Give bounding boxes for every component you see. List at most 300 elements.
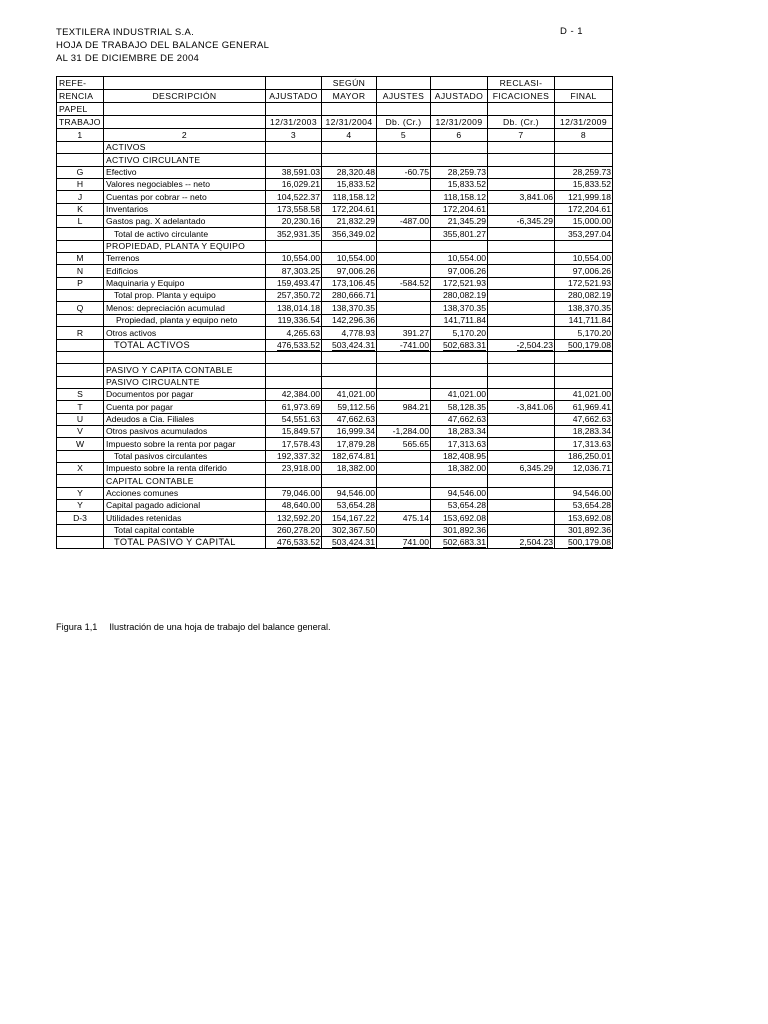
- column-header-cell: FICACIONES: [488, 90, 555, 103]
- value-cell: [377, 413, 431, 425]
- column-header-cell: 12/31/2004: [322, 116, 377, 129]
- reference-cell: Y: [57, 487, 104, 499]
- value-cell: [488, 154, 555, 166]
- value-cell: 47,662.63: [431, 413, 488, 425]
- account-row: [57, 179, 613, 191]
- section-row: [57, 154, 613, 166]
- reference-cell: D-3: [57, 512, 104, 524]
- reference-cell: [57, 524, 104, 536]
- account-row: [57, 265, 613, 277]
- reference-cell: R: [57, 327, 104, 339]
- value-cell: 15,833.52: [322, 179, 377, 191]
- column-header-cell: [104, 103, 266, 116]
- description-cell: Cuenta por pagar: [104, 401, 266, 413]
- value-cell: 17,313.63: [555, 438, 613, 450]
- value-cell: 260,278.20: [266, 524, 322, 536]
- description-cell: Impuesto sobre la renta por pagar: [104, 438, 266, 450]
- value-cell: [266, 240, 322, 252]
- value-cell: 38,591.03: [266, 166, 322, 178]
- value-cell: 142,296.36: [322, 314, 377, 326]
- reference-cell: Y: [57, 499, 104, 511]
- reference-cell: [57, 142, 104, 154]
- value-cell: [488, 438, 555, 450]
- value-cell: 280,082.19: [431, 290, 488, 302]
- reference-cell: [57, 351, 104, 363]
- value-cell: 53,654.28: [431, 499, 488, 511]
- value-cell: [377, 462, 431, 474]
- value-cell: 118,158.12: [322, 191, 377, 203]
- value-cell: -6,345.29: [488, 216, 555, 228]
- value-cell: 301,892.36: [555, 524, 613, 536]
- section-row: [57, 475, 613, 487]
- sheet-title: HOJA DE TRABAJO DEL BALANCE GENERAL: [56, 40, 270, 51]
- value-cell: 172,204.61: [555, 203, 613, 215]
- column-header-cell: Db. (Cr.): [377, 116, 431, 129]
- reference-cell: [57, 290, 104, 302]
- value-cell: 15,833.52: [431, 179, 488, 191]
- figure-caption: [56, 622, 331, 632]
- value-cell: [555, 475, 613, 487]
- value-cell: 172,521.93: [431, 277, 488, 289]
- value-cell: 10,554.00: [266, 253, 322, 265]
- column-header-cell: [377, 77, 431, 90]
- value-cell: [488, 228, 555, 240]
- account-row: [57, 462, 613, 474]
- sheet-code: D - 1: [560, 26, 584, 37]
- blank-row: [57, 351, 613, 363]
- value-cell: 61,973.69: [266, 401, 322, 413]
- value-cell: 153,692.08: [555, 512, 613, 524]
- value-cell: [488, 450, 555, 462]
- value-cell: 17,879.28: [322, 438, 377, 450]
- value-cell: [488, 240, 555, 252]
- value-cell: 53,654.28: [322, 499, 377, 511]
- account-row: [57, 191, 613, 203]
- value-cell: 21,345.29: [431, 216, 488, 228]
- column-header-cell: 5: [377, 129, 431, 142]
- double-underlined-total: 2,504.23: [519, 537, 553, 548]
- value-cell: [431, 154, 488, 166]
- value-cell: [266, 537, 322, 549]
- value-cell: 18,283.34: [431, 425, 488, 437]
- value-cell: 28,259.73: [555, 166, 613, 178]
- sheet-date: AL 31 DE DICIEMBRE DE 2004: [56, 53, 200, 64]
- value-cell: -3,841.06: [488, 401, 555, 413]
- account-row: [57, 413, 613, 425]
- column-header-row: [57, 116, 613, 129]
- value-cell: [431, 240, 488, 252]
- value-cell: [488, 537, 555, 549]
- value-cell: [488, 425, 555, 437]
- column-header-row: [57, 77, 613, 90]
- value-cell: 104,522.37: [266, 191, 322, 203]
- account-row: [57, 166, 613, 178]
- column-header-cell: DESCRIPCIÓN: [104, 90, 266, 103]
- value-cell: 154,167.22: [322, 512, 377, 524]
- reference-cell: N: [57, 265, 104, 277]
- value-cell: 159,493.47: [266, 277, 322, 289]
- account-row: [57, 401, 613, 413]
- column-header-cell: [488, 103, 555, 116]
- value-cell: [377, 487, 431, 499]
- column-header-cell: RECLASI-: [488, 77, 555, 90]
- double-underlined-total: -741.00: [399, 339, 429, 350]
- value-cell: 20,230.16: [266, 216, 322, 228]
- value-cell: 257,350.72: [266, 290, 322, 302]
- description-cell: Acciones comunes: [104, 487, 266, 499]
- value-cell: 119,336.54: [266, 314, 322, 326]
- reference-cell: U: [57, 413, 104, 425]
- column-header-cell: Db. (Cr.): [488, 116, 555, 129]
- description-cell: Impuesto sobre la renta diferido: [104, 462, 266, 474]
- value-cell: [377, 290, 431, 302]
- double-underlined-total: 502,683.31: [442, 537, 486, 548]
- value-cell: [555, 364, 613, 376]
- value-cell: [377, 265, 431, 277]
- value-cell: [377, 314, 431, 326]
- value-cell: [377, 154, 431, 166]
- description-cell: Total de activo circulante: [104, 228, 266, 240]
- value-cell: [266, 351, 322, 363]
- column-header-cell: TRABAJO: [57, 116, 104, 129]
- value-cell: [431, 376, 488, 388]
- double-underlined-total: 500,179.08: [567, 339, 611, 350]
- reference-cell: S: [57, 388, 104, 400]
- reference-cell: H: [57, 179, 104, 191]
- subtotal-row: [57, 228, 613, 240]
- reference-cell: [57, 376, 104, 388]
- reference-cell: [57, 450, 104, 462]
- value-cell: [377, 253, 431, 265]
- value-cell: [322, 351, 377, 363]
- value-cell: [431, 339, 488, 351]
- value-cell: 18,283.34: [555, 425, 613, 437]
- double-underlined-total: 500,179.08: [567, 537, 611, 548]
- reference-cell: [57, 475, 104, 487]
- section-row: [57, 142, 613, 154]
- account-row: [57, 487, 613, 499]
- value-cell: [488, 314, 555, 326]
- value-cell: 94,546.00: [431, 487, 488, 499]
- value-cell: [488, 265, 555, 277]
- description-cell: Gastos pag. X adelantado: [104, 216, 266, 228]
- account-row: [57, 203, 613, 215]
- value-cell: 16,029.21: [266, 179, 322, 191]
- column-header-cell: 12/31/2009: [555, 116, 613, 129]
- value-cell: [322, 142, 377, 154]
- column-header-cell: 1: [57, 129, 104, 142]
- column-header-cell: AJUSTADO: [266, 90, 322, 103]
- value-cell: 58,128.35: [431, 401, 488, 413]
- column-header-cell: [431, 77, 488, 90]
- value-cell: 182,674.81: [322, 450, 377, 462]
- column-header-cell: [266, 77, 322, 90]
- value-cell: 5,170.20: [431, 327, 488, 339]
- column-header-cell: [555, 103, 613, 116]
- value-cell: 28,320.48: [322, 166, 377, 178]
- value-cell: 41,021.00: [555, 388, 613, 400]
- column-header-cell: AJUSTES: [377, 90, 431, 103]
- value-cell: [488, 512, 555, 524]
- value-cell: [431, 537, 488, 549]
- column-header-cell: 12/31/2009: [431, 116, 488, 129]
- description-cell: Menos: depreciación acumulad: [104, 302, 266, 314]
- value-cell: 15,833.52: [555, 179, 613, 191]
- reference-cell: M: [57, 253, 104, 265]
- double-underlined-total: 741.00: [402, 537, 429, 548]
- description-cell: ACTIVOS: [104, 142, 266, 154]
- value-cell: [322, 154, 377, 166]
- description-cell: [104, 351, 266, 363]
- description-cell: Edificios: [104, 265, 266, 277]
- value-cell: 59,112.56: [322, 401, 377, 413]
- column-header-cell: [104, 77, 266, 90]
- value-cell: [488, 203, 555, 215]
- value-cell: 173,106.45: [322, 277, 377, 289]
- value-cell: [555, 537, 613, 549]
- value-cell: [488, 166, 555, 178]
- value-cell: 186,250.01: [555, 450, 613, 462]
- value-cell: [488, 290, 555, 302]
- value-cell: 94,546.00: [555, 487, 613, 499]
- column-header-cell: [431, 103, 488, 116]
- value-cell: 17,313.63: [431, 438, 488, 450]
- value-cell: [377, 179, 431, 191]
- value-cell: [377, 240, 431, 252]
- account-row: [57, 216, 613, 228]
- value-cell: [377, 388, 431, 400]
- value-cell: 12,036.71: [555, 462, 613, 474]
- value-cell: 21,832.29: [322, 216, 377, 228]
- reference-cell: [57, 154, 104, 166]
- value-cell: [488, 339, 555, 351]
- description-cell: Otros activos: [104, 327, 266, 339]
- subtotal-row: [57, 290, 613, 302]
- column-header-row: [57, 103, 613, 116]
- value-cell: [377, 537, 431, 549]
- description-cell: Total capital contable: [104, 524, 266, 536]
- subtotal-row: [57, 524, 613, 536]
- value-cell: [266, 142, 322, 154]
- value-cell: [431, 475, 488, 487]
- description-cell: CAPITAL CONTABLE: [104, 475, 266, 487]
- column-header-cell: [104, 116, 266, 129]
- column-header-cell: [377, 103, 431, 116]
- reference-cell: Q: [57, 302, 104, 314]
- account-row: [57, 512, 613, 524]
- value-cell: [377, 364, 431, 376]
- value-cell: [555, 154, 613, 166]
- value-cell: 280,666.71: [322, 290, 377, 302]
- value-cell: 17,578.43: [266, 438, 322, 450]
- value-cell: [488, 142, 555, 154]
- value-cell: 61,969.41: [555, 401, 613, 413]
- column-header-cell: 7: [488, 129, 555, 142]
- double-underlined-total: -2,504.23: [516, 339, 553, 350]
- value-cell: [266, 364, 322, 376]
- value-cell: 182,408.95: [431, 450, 488, 462]
- value-cell: 5,170.20: [555, 327, 613, 339]
- description-cell: Documentos por pagar: [104, 388, 266, 400]
- reference-cell: [57, 339, 104, 351]
- column-header-cell: MAYOR: [322, 90, 377, 103]
- value-cell: [322, 537, 377, 549]
- description-cell: Total pasivos circulantes: [104, 450, 266, 462]
- value-cell: 353,297.04: [555, 228, 613, 240]
- value-cell: 4,778.93: [322, 327, 377, 339]
- value-cell: 16,999.34: [322, 425, 377, 437]
- reference-cell: G: [57, 166, 104, 178]
- value-cell: [266, 339, 322, 351]
- column-header-cell: RENCIA: [57, 90, 104, 103]
- description-cell: PASIVO CIRCUALNTE: [104, 376, 266, 388]
- description-cell: Otros pasivos acumulados: [104, 425, 266, 437]
- value-cell: 984.21: [377, 401, 431, 413]
- value-cell: [266, 475, 322, 487]
- value-cell: 173,558.58: [266, 203, 322, 215]
- value-cell: [488, 327, 555, 339]
- balance-worksheet-table: [56, 76, 613, 549]
- description-cell: TOTAL ACTIVOS: [104, 339, 266, 351]
- value-cell: [322, 475, 377, 487]
- double-underlined-total: 476,533.52: [276, 537, 320, 548]
- value-cell: [488, 487, 555, 499]
- value-cell: [555, 339, 613, 351]
- reference-cell: P: [57, 277, 104, 289]
- column-header-cell: [266, 103, 322, 116]
- account-row: [57, 499, 613, 511]
- value-cell: [377, 499, 431, 511]
- value-cell: [431, 142, 488, 154]
- column-header-cell: 6: [431, 129, 488, 142]
- account-row: [57, 425, 613, 437]
- value-cell: 475.14: [377, 512, 431, 524]
- value-cell: 352,931.35: [266, 228, 322, 240]
- value-cell: 94,546.00: [322, 487, 377, 499]
- column-header-cell: 2: [104, 129, 266, 142]
- value-cell: [555, 240, 613, 252]
- double-underlined-total: 503,424.31: [331, 339, 375, 350]
- value-cell: [488, 277, 555, 289]
- value-cell: [377, 228, 431, 240]
- value-cell: 15,849.57: [266, 425, 322, 437]
- value-cell: 23,918.00: [266, 462, 322, 474]
- value-cell: [431, 364, 488, 376]
- value-cell: [377, 351, 431, 363]
- description-cell: Total prop. Planta y equipo: [104, 290, 266, 302]
- value-cell: [488, 364, 555, 376]
- subtotal-row: [57, 450, 613, 462]
- value-cell: 356,349.02: [322, 228, 377, 240]
- value-cell: [377, 191, 431, 203]
- description-cell: Efectivo: [104, 166, 266, 178]
- account-row: [57, 438, 613, 450]
- double-underlined-total: 502,683.31: [442, 339, 486, 350]
- value-cell: 41,021.00: [431, 388, 488, 400]
- reference-cell: K: [57, 203, 104, 215]
- description-cell: PROPIEDAD, PLANTA Y EQUIPO: [104, 240, 266, 252]
- value-cell: [377, 142, 431, 154]
- reference-cell: [57, 240, 104, 252]
- total-row: [57, 339, 613, 351]
- value-cell: -60.75: [377, 166, 431, 178]
- value-cell: 280,082.19: [555, 290, 613, 302]
- value-cell: 121,999.18: [555, 191, 613, 203]
- value-cell: -1,284.00: [377, 425, 431, 437]
- value-cell: 41,021.00: [322, 388, 377, 400]
- value-cell: 48,640.00: [266, 499, 322, 511]
- reference-cell: X: [57, 462, 104, 474]
- column-header-cell: SEGÚN: [322, 77, 377, 90]
- column-header-cell: 12/31/2003: [266, 116, 322, 129]
- description-cell: Valores negociables -- neto: [104, 179, 266, 191]
- value-cell: [377, 475, 431, 487]
- description-cell: Capital pagado adicional: [104, 499, 266, 511]
- value-cell: 97,006.26: [555, 265, 613, 277]
- column-header-cell: 4: [322, 129, 377, 142]
- description-cell: Utilidades retenidas: [104, 512, 266, 524]
- value-cell: 97,006.26: [431, 265, 488, 277]
- value-cell: [488, 475, 555, 487]
- account-row: [57, 388, 613, 400]
- value-cell: [377, 302, 431, 314]
- value-cell: 18,382.00: [322, 462, 377, 474]
- value-cell: 153,692.08: [431, 512, 488, 524]
- value-cell: [488, 253, 555, 265]
- value-cell: [555, 142, 613, 154]
- description-cell: Inventarios: [104, 203, 266, 215]
- double-underlined-total: 476,533.52: [276, 339, 320, 350]
- value-cell: 391.27: [377, 327, 431, 339]
- value-cell: [488, 388, 555, 400]
- column-header-cell: REFE-: [57, 77, 104, 90]
- value-cell: [488, 351, 555, 363]
- section-row: [57, 364, 613, 376]
- account-row: [57, 327, 613, 339]
- value-cell: 47,662.63: [322, 413, 377, 425]
- reference-cell: [57, 314, 104, 326]
- value-cell: 10,554.00: [322, 253, 377, 265]
- description-cell: ACTIVO CIRCULANTE: [104, 154, 266, 166]
- account-row: [57, 302, 613, 314]
- value-cell: [488, 413, 555, 425]
- reference-cell: [57, 537, 104, 549]
- value-cell: 172,204.61: [322, 203, 377, 215]
- description-cell: TOTAL PASIVO Y CAPITAL: [104, 537, 266, 549]
- value-cell: 3,841.06: [488, 191, 555, 203]
- column-header-cell: 8: [555, 129, 613, 142]
- value-cell: [431, 351, 488, 363]
- value-cell: 15,000.00: [555, 216, 613, 228]
- company-name: TEXTILERA INDUSTRIAL S.A.: [56, 27, 195, 38]
- reference-cell: T: [57, 401, 104, 413]
- reference-cell: W: [57, 438, 104, 450]
- reference-cell: V: [57, 425, 104, 437]
- account-row: [57, 253, 613, 265]
- value-cell: [377, 339, 431, 351]
- value-cell: 172,204.61: [431, 203, 488, 215]
- reference-cell: [57, 228, 104, 240]
- value-cell: 6,345.29: [488, 462, 555, 474]
- value-cell: 28,259.73: [431, 166, 488, 178]
- column-header-cell: AJUSTADO: [431, 90, 488, 103]
- value-cell: [322, 376, 377, 388]
- value-cell: 118,158.12: [431, 191, 488, 203]
- value-cell: 87,303.25: [266, 265, 322, 277]
- column-header-cell: FINAL: [555, 90, 613, 103]
- value-cell: 138,370.35: [431, 302, 488, 314]
- value-cell: 301,892.36: [431, 524, 488, 536]
